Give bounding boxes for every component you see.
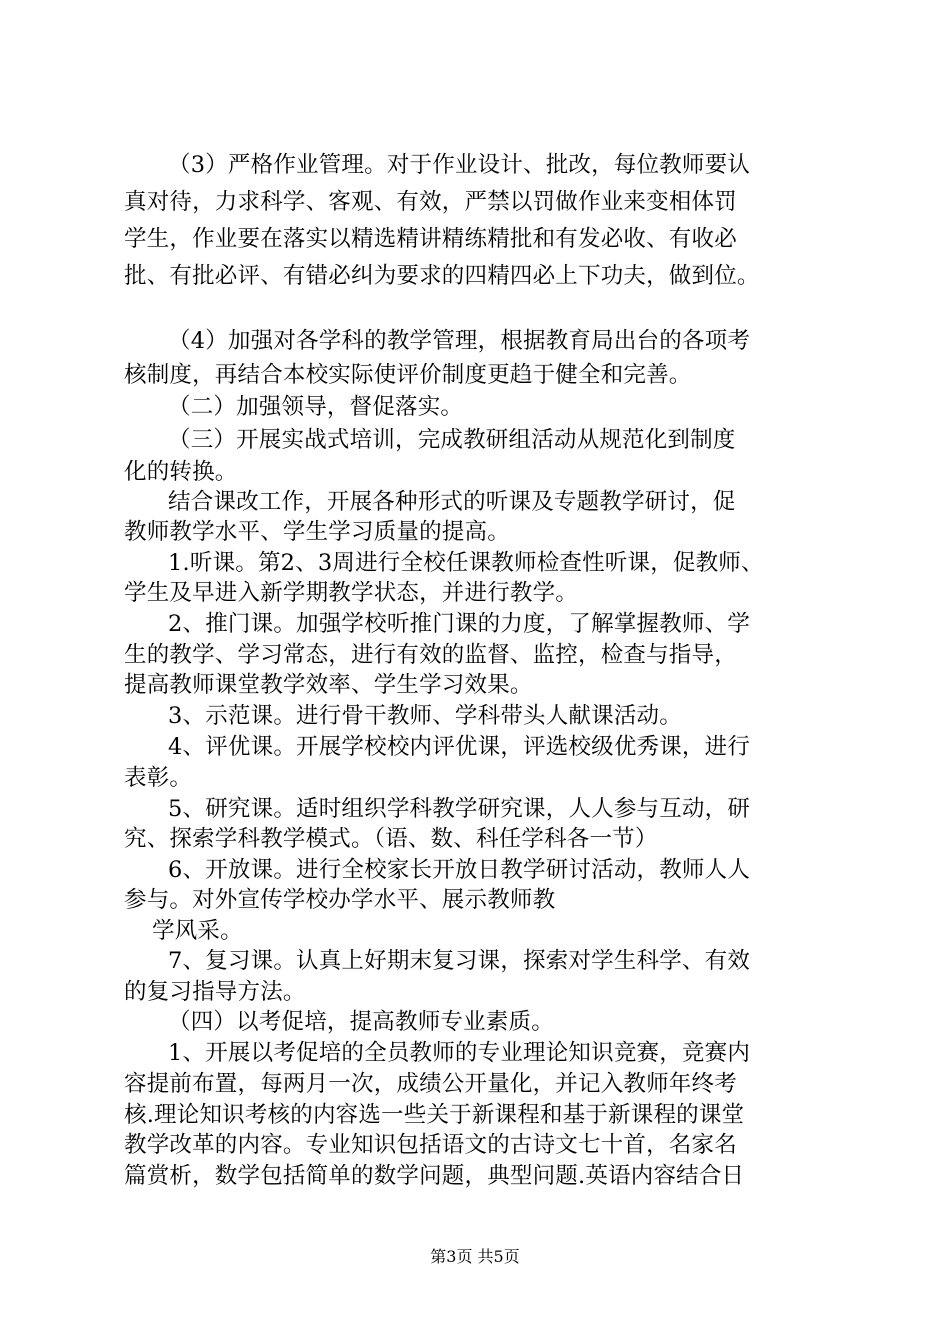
list-item: 5、研究课。适时组织学科教学研究课，人人参与互动，研 bbox=[168, 796, 751, 822]
paragraph-line: 参与。对外宣传学校办学水平、展示教师教 bbox=[124, 887, 556, 913]
paragraph-line: （4）加强对各学科的教学管理，根据教育局出台的各项考 bbox=[168, 328, 751, 354]
paragraph-line: 表彰。 bbox=[124, 765, 193, 791]
paragraph-line: 学风采。 bbox=[152, 918, 243, 944]
page-footer: 第3页 共5页 bbox=[430, 1247, 520, 1266]
paragraph-line: 真对待，力求科学、客观、有效，严禁以罚做作业来变相体罚 bbox=[124, 189, 737, 215]
paragraph-line: 提高教师课堂教学效率、学生学习效果。 bbox=[124, 672, 533, 698]
paragraph-line: 批、有批必评、有错必纠为要求的四精四必上下功夫，做到位。 bbox=[124, 263, 760, 289]
paragraph-line: 学生，作业要在落实以精选精讲精练精批和有发必收、有收必 bbox=[124, 226, 737, 252]
paragraph-line: 的复习指导方法。 bbox=[124, 979, 306, 1005]
paragraph-line: 教师教学水平、学生学习质量的提高。 bbox=[124, 519, 510, 545]
paragraph-line: 究、探索学科教学模式。（语、数、科任学科各一节） bbox=[124, 826, 658, 852]
list-item: 4、评优课。开展学校校内评优课，评选校级优秀课，进行 bbox=[168, 734, 751, 760]
section-heading: （三）开展实战式培训，完成教研组活动从规范化到制度 bbox=[168, 427, 736, 453]
paragraph-line: 教学改革的内容。专业知识包括语文的古诗文七十首，名家名 bbox=[124, 1132, 737, 1158]
list-item: 1.听课。第2、3周进行全校任课教师检查性听课，促教师、 bbox=[168, 550, 764, 576]
paragraph-line: 化的转换。 bbox=[124, 459, 238, 485]
list-item: 6、开放课。进行全校家长开放日教学研讨活动，教师人人 bbox=[168, 857, 751, 883]
list-item: 7、复习课。认真上好期末复习课，探索对学生科学、有效 bbox=[168, 948, 751, 974]
paragraph-line: 篇赏析，数学包括简单的数学问题，典型问题.英语内容结合日 bbox=[124, 1163, 745, 1189]
paragraph-line: 容提前布置，每两月一次，成绩公开量化，并记入教师年终考 bbox=[124, 1071, 737, 1097]
paragraph-line: （3）严格作业管理。对于作业设计、批改，每位教师要认 bbox=[168, 152, 751, 178]
paragraph-line: 学生及早进入新学期教学状态，并进行教学。 bbox=[124, 580, 579, 606]
section-heading: （四）以考促培，提高教师专业素质。 bbox=[168, 1009, 554, 1035]
paragraph-line: 核.理论知识考核的内容选一些关于新课程和基于新课程的课堂 bbox=[124, 1102, 745, 1128]
paragraph-line: 结合课改工作，开展各种形式的听课及专题教学研讨，促 bbox=[168, 489, 736, 515]
list-item: 3、示范课。进行骨干教师、学科带头人献课活动。 bbox=[168, 703, 682, 729]
paragraph-line: 生的教学、学习常态，进行有效的监督、监控，检查与指导， bbox=[124, 642, 737, 668]
paragraph-line: 核制度，再结合本校实际使评价制度更趋于健全和完善。 bbox=[124, 362, 692, 388]
list-item: 2、推门课。加强学校听推门课的力度，了解掌握教师、学 bbox=[168, 611, 751, 637]
list-item: 1、开展以考促培的全员教师的专业理论知识竞赛，竞赛内 bbox=[168, 1040, 751, 1066]
section-heading: （二）加强领导，督促落实。 bbox=[168, 394, 464, 420]
